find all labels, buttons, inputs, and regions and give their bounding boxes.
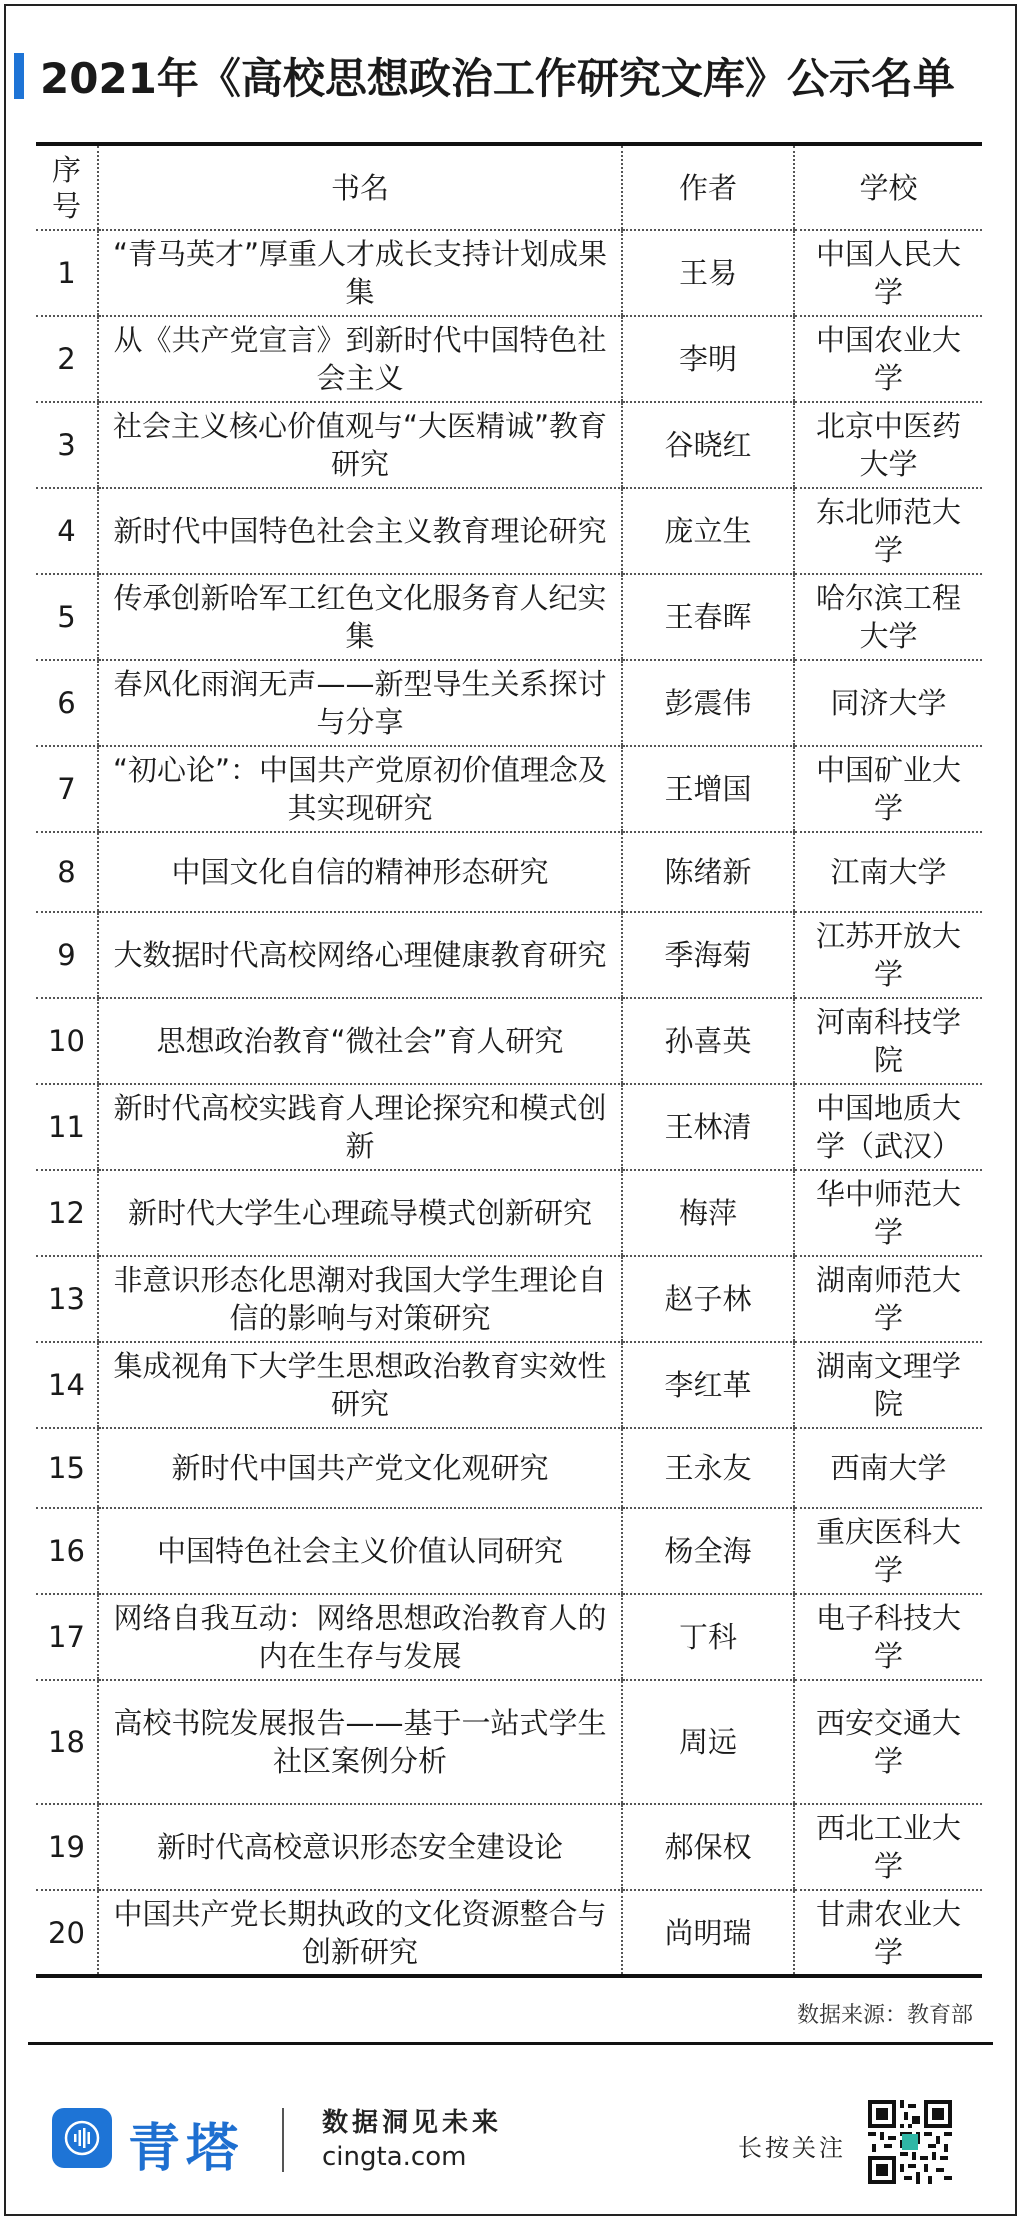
cell-book: 新时代中国共产党文化观研究 [98,1428,622,1508]
brand-website-link[interactable]: cingta.com [322,2142,467,2172]
cell-school: 湖南师范大学 [794,1256,982,1342]
cell-book: 传承创新哈军工红色文化服务育人纪实集 [98,574,622,660]
header-no [36,144,98,230]
table-row [36,1890,982,1976]
cell-book: 思想政治教育“微社会”育人研究 [98,998,622,1084]
cell-no: 5 [36,574,98,660]
cell-author: 陈绪新 [622,832,794,912]
cell-school: 同济大学 [794,660,982,746]
cell-no: 8 [36,832,98,912]
cell-school: 华中师范大学 [794,1170,982,1256]
table-row [36,574,982,660]
cell-school: 湖南文理学院 [794,1342,982,1428]
cell-school: 西安交通大学 [794,1680,982,1804]
footer-separator [282,2108,284,2172]
qr-code-icon[interactable] [868,2100,952,2184]
table-body [36,230,982,1976]
header-book: 书名 [98,144,622,230]
cell-school: 中国地质大学（武汉） [794,1084,982,1170]
cell-author: 李明 [622,316,794,402]
table-row [36,1804,982,1890]
cell-book: 春风化雨润无声——新型导生关系探讨与分享 [98,660,622,746]
cell-no: 19 [36,1804,98,1890]
cell-no: 18 [36,1680,98,1804]
table-row [36,488,982,574]
cell-book: 大数据时代高校网络心理健康教育研究 [98,912,622,998]
cingta-logo-icon [52,2108,112,2168]
table-row [36,912,982,998]
cell-author: 丁科 [622,1594,794,1680]
cell-no: 14 [36,1342,98,1428]
cell-no: 7 [36,746,98,832]
title-block [14,46,955,106]
page-title: 2021年《高校思想政治工作研究文库》公示名单 [40,54,955,103]
table-row [36,402,982,488]
footer-divider [28,2042,993,2045]
cell-book: “初心论”：中国共产党原初价值理念及其实现研究 [98,746,622,832]
cell-book: 中国特色社会主义价值认同研究 [98,1508,622,1594]
cell-no: 10 [36,998,98,1084]
cell-author: 王春晖 [622,574,794,660]
cell-author: 王增国 [622,746,794,832]
cell-book: 网络自我互动：网络思想政治教育人的内在生存与发展 [98,1594,622,1680]
cell-book: 中国文化自信的精神形态研究 [98,832,622,912]
table-row [36,1170,982,1256]
cell-author: 李红革 [622,1342,794,1428]
cell-book: 高校书院发展报告——基于一站式学生社区案例分析 [98,1680,622,1804]
header-school: 学校 [794,144,982,230]
table-row [36,1342,982,1428]
cell-author: 杨全海 [622,1508,794,1594]
cell-no: 12 [36,1170,98,1256]
table-row [36,746,982,832]
table-row [36,660,982,746]
cell-author: 王易 [622,230,794,316]
header-author: 作者 [622,144,794,230]
cell-book: 新时代高校意识形态安全建设论 [98,1804,622,1890]
cell-author: 周远 [622,1680,794,1804]
cell-book: 中国共产党长期执政的文化资源整合与创新研究 [98,1890,622,1976]
data-source-note: 数据来源：教育部 [796,2003,973,2028]
cell-author: 孙喜英 [622,998,794,1084]
cell-no: 1 [36,230,98,316]
table-row [36,1084,982,1170]
cell-school: 哈尔滨工程大学 [794,574,982,660]
cell-no: 15 [36,1428,98,1508]
brand-slogan: 数据洞见未来 [322,2108,503,2138]
sound-wave-icon [62,2118,102,2158]
cell-book: “青马英才”厚重人才成长支持计划成果集 [98,230,622,316]
cell-author: 谷晓红 [622,402,794,488]
table-row [36,1508,982,1594]
table-row [36,832,982,912]
table-row [36,1256,982,1342]
cell-no: 4 [36,488,98,574]
cell-book: 集成视角下大学生思想政治教育实效性研究 [98,1342,622,1428]
cell-author: 尚明瑞 [622,1890,794,1976]
cell-no: 20 [48,1915,85,1950]
table-row [36,998,982,1084]
cell-book: 新时代中国特色社会主义教育理论研究 [98,488,622,574]
cell-school: 中国矿业大学 [794,746,982,832]
cell-author: 王永友 [622,1428,794,1508]
cell-school: 北京中医药大学 [794,402,982,488]
brand-name: 青塔 [128,2118,245,2179]
cell-school: 江南大学 [794,832,982,912]
cell-author: 梅萍 [622,1170,794,1256]
cell-author: 郝保权 [622,1804,794,1890]
publication-list-table [36,142,982,1978]
cell-school: 重庆医科大学 [794,1508,982,1594]
cell-book: 从《共产党宣言》到新时代中国特色社会主义 [98,316,622,402]
cell-no: 3 [36,402,98,488]
header-no-label: 序号 [51,152,81,223]
cell-author: 王林清 [622,1084,794,1170]
cell-no: 13 [36,1256,98,1342]
cell-school: 甘肃农业大学 [794,1890,982,1976]
cell-no: 11 [36,1084,98,1170]
cell-no: 16 [36,1508,98,1594]
cell-book: 非意识形态化思潮对我国大学生理论自信的影响与对策研究 [98,1256,622,1342]
table-row [36,1594,982,1680]
cell-author: 赵子林 [622,1256,794,1342]
cell-school: 西北工业大学 [794,1804,982,1890]
cell-book: 社会主义核心价值观与“大医精诚”教育研究 [98,402,622,488]
table-row [36,1428,982,1508]
cell-author: 彭震伟 [622,660,794,746]
cell-no: 6 [36,660,98,746]
long-press-follow-label: 长按关注 [738,2134,846,2162]
cell-no: 17 [36,1594,98,1680]
cell-school: 河南科技学院 [794,998,982,1084]
cell-school: 西南大学 [794,1428,982,1508]
title-accent-bar [14,53,24,99]
cell-school: 江苏开放大学 [794,912,982,998]
cell-school: 东北师范大学 [794,488,982,574]
cell-school: 中国农业大学 [794,316,982,402]
cell-author: 季海菊 [622,912,794,998]
cell-author: 庞立生 [622,488,794,574]
cell-book: 新时代高校实践育人理论探究和模式创新 [98,1084,622,1170]
table-row [36,1680,982,1804]
cell-no: 9 [36,912,98,998]
cell-school: 电子科技大学 [794,1594,982,1680]
cell-school: 中国人民大学 [794,230,982,316]
cell-book: 新时代大学生心理疏导模式创新研究 [98,1170,622,1256]
table-row [36,316,982,402]
cell-no: 2 [36,316,98,402]
table-header-row [36,144,982,230]
table-row [36,230,982,316]
